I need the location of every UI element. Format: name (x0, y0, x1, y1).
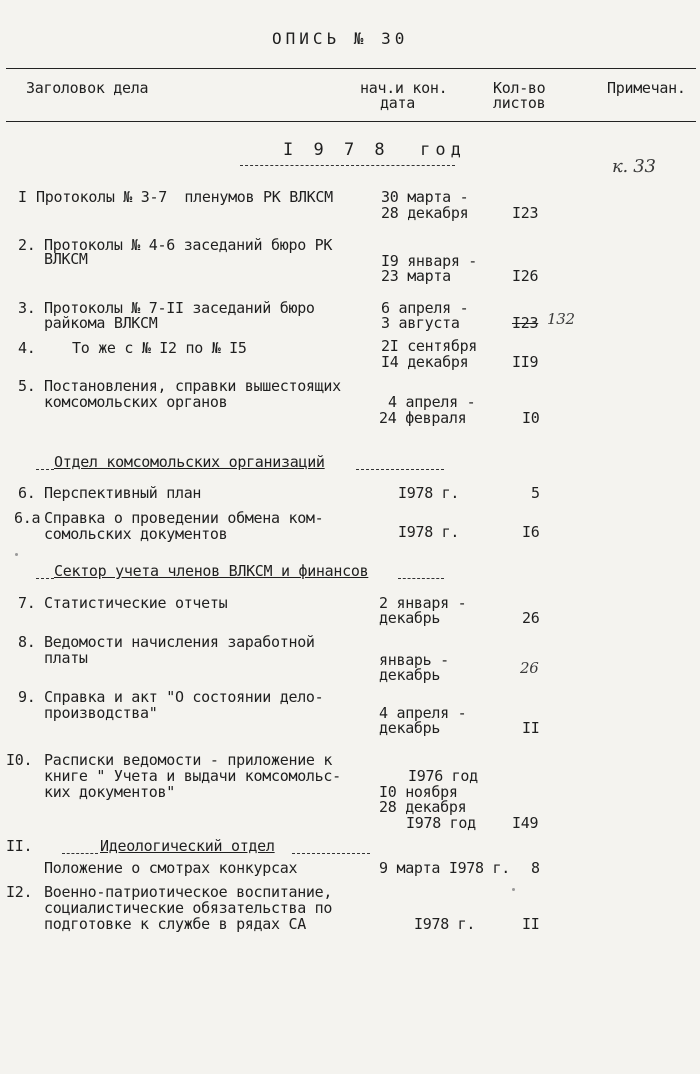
section-underline-left (62, 853, 98, 854)
entry-title-line: Протоколы № 3-7 пленумов РК ВЛКСМ (36, 188, 333, 206)
entry-number: 8. (18, 633, 36, 651)
entry-number: 6.а (14, 509, 41, 527)
entry-date-end: 3 августа (381, 314, 460, 332)
entry-title-line: ких документов" (44, 783, 175, 801)
entry-sheets: I49 (512, 814, 539, 832)
section-underline-left (36, 578, 54, 579)
section-heading: Сектор учета членов ВЛКСМ и финансов (54, 562, 369, 580)
entry-date-line: I976 год (408, 767, 478, 785)
entry-title-line: Справка о проведении обмена ком- (44, 509, 324, 527)
entry-number: I0. (6, 751, 33, 769)
entry-number: 3. (18, 299, 36, 317)
entry-title-line: Ведомости начисления заработной (44, 633, 315, 651)
entry-title-line: Статистические отчеты (44, 594, 228, 612)
entry-date-start: 4 апреля - (379, 704, 467, 722)
entry-number: 7. (18, 594, 36, 612)
entry-date-start: 30 марта - (381, 188, 469, 206)
year-underline (240, 165, 455, 166)
paper-speck (15, 553, 18, 556)
margin-note: к. 33 (612, 156, 656, 177)
entry-title-line: райкома ВЛКСМ (44, 314, 158, 332)
header-top-rule (6, 68, 696, 69)
entry-number: 4. (18, 339, 36, 357)
section-heading: Отдел комсомольских организаций (54, 453, 325, 471)
entry-date: I978 г. (414, 915, 476, 933)
entry-title-line: комсомольских органов (44, 393, 228, 411)
entry-title-line: Протоколы № 4-6 заседаний бюро РК (44, 236, 333, 254)
column-dates-line1: нач.и кон. (360, 79, 448, 97)
document-title: ОПИСЬ № 30 (272, 29, 409, 48)
section-underline-right (292, 853, 370, 854)
section-underline-right (356, 469, 444, 470)
entry-title-line: Военно-патриотическое воспитание, (44, 883, 333, 901)
entry-date-end: декабрь (379, 609, 441, 627)
entry-date: I978 г. (398, 523, 460, 541)
entry-sheets: I26 (512, 267, 539, 285)
entry-date-start: 2 января - (379, 594, 467, 612)
entry-title-line: платы (44, 649, 88, 667)
entry-title-line: Протоколы № 7-II заседаний бюро (44, 299, 315, 317)
section-heading: Идеологический отдел (100, 837, 275, 855)
entry-date-line: 28 декабря (379, 798, 467, 816)
entry-title-line: ВЛКСМ (44, 250, 88, 268)
entry-sheets: I0 (522, 409, 540, 427)
entry-sheets-struck: I23 (512, 314, 539, 332)
entry-title-line: социалистические обязательства по (44, 899, 333, 917)
entry-number: 9. (18, 688, 36, 706)
column-sheets-line2: листов (493, 94, 546, 112)
entry-title-line: Положение о смотрах конкурсах (44, 859, 298, 877)
entry-number: 2. (18, 236, 36, 254)
column-dates-line2: дата (380, 94, 415, 112)
entry-date-end: декабрь (379, 719, 441, 737)
entry-title-line: книге " Учета и выдачи комсомольс- (44, 767, 341, 785)
header-bottom-rule (6, 121, 696, 122)
entry-title-line: Справка и акт "О состоянии дело- (44, 688, 324, 706)
entry-title-line: То же с № I2 по № I5 (72, 339, 247, 357)
entry-number: 6. (18, 484, 36, 502)
entry-title-line: Расписки ведомости - приложение к (44, 751, 333, 769)
entry-number: 5. (18, 377, 36, 395)
entry-sheets: 26 (522, 609, 540, 627)
entry-date-start: 4 апреля - (388, 393, 476, 411)
section-underline-left (36, 469, 54, 470)
entry-number: I2. (6, 883, 33, 901)
entry-sheets: II (522, 915, 540, 933)
entry-sheets: II (522, 719, 540, 737)
section-underline-right (398, 578, 444, 579)
entry-sheets: 5 (531, 484, 540, 502)
entry-title-line: подготовке к службе в рядах СА (44, 915, 306, 933)
entry-sheets: II9 (512, 353, 539, 371)
entry-date-start: январь - (379, 651, 449, 669)
entry-date: 9 марта I978 г. (379, 859, 510, 877)
entry-date-end: I4 декабря (381, 353, 469, 371)
entry-number: I (18, 188, 27, 206)
paper-speck (512, 888, 515, 891)
entry-date-end: 24 февраля (379, 409, 467, 427)
entry-date-end: декабрь (379, 666, 441, 684)
entry-date-start: 2I сентября (381, 337, 478, 355)
entry-date-end: 23 марта (381, 267, 451, 285)
entry-sheets-correction: 132 (547, 310, 575, 328)
entry-sheets: I23 (512, 204, 539, 222)
column-note: Примечан. (607, 79, 686, 97)
entry-title-line: Постановления, справки вышестоящих (44, 377, 341, 395)
entry-sheets: 8 (531, 859, 540, 877)
entry-title-line: Перспективный план (44, 484, 202, 502)
entry-title-line: производства" (44, 704, 158, 722)
entry-title-line: сомольских документов (44, 525, 228, 543)
year-heading: I 9 7 8 год (283, 140, 466, 160)
entry-date-start: I9 января - (381, 252, 478, 270)
column-heading-title: Заголовок дела (26, 79, 149, 97)
entry-date-line: I978 год (406, 814, 476, 832)
entry-date-end: 28 декабря (381, 204, 469, 222)
entry-sheets: I6 (522, 523, 540, 541)
entry-date: I978 г. (398, 484, 460, 502)
entry-date-start: 6 апреля - (381, 299, 469, 317)
entry-date-line: I0 ноября (379, 783, 458, 801)
column-sheets-line1: Кол-во (493, 79, 546, 97)
entry-sheets-handwritten: 26 (520, 659, 539, 677)
section-number: II. (6, 837, 33, 855)
